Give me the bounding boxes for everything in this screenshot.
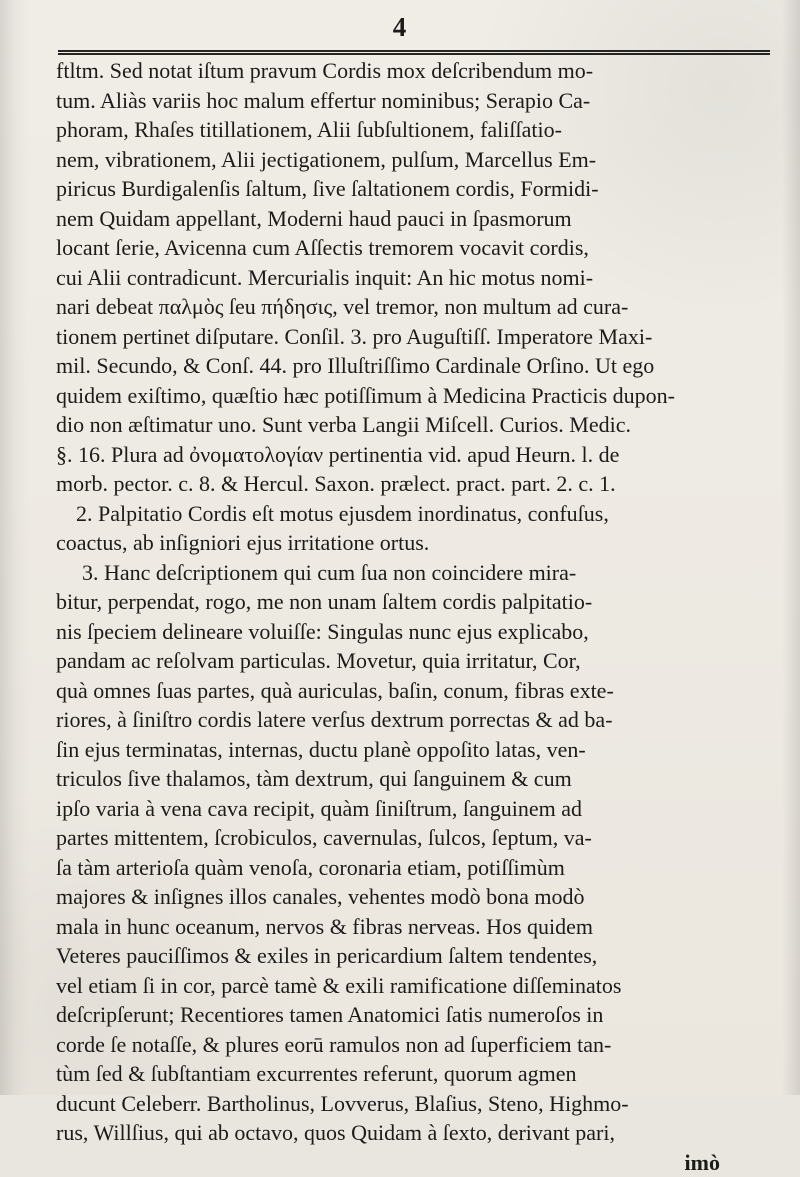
text-line-15: morb. pector. c. 8. & Hercul. Saxon. prælect. pract. part. 2. c. 1. <box>56 469 766 499</box>
text-line-3: phoram, Rhaſes titillationem, Alii ſubſultionem, faliſſatio- <box>56 115 766 145</box>
page-text-block <box>56 56 766 1177</box>
text-line-27: partes mittentem, ſcrobiculos, cavernulas, ſulcos, ſeptum, va- <box>56 823 766 853</box>
text-line-9: nari debeat παλμὸς ſeu πήδησις, vel tremor, non multum ad cura- <box>56 292 766 322</box>
text-line-2: tum. Aliàs variis hoc malum effertur nominibus; Serapio Ca- <box>56 86 766 116</box>
text-line-13: dio non æſtimatur uno. Sunt verba Langii Miſcell. Curios. Medic. <box>56 410 766 440</box>
text-line-23: riores, à ſiniſtro cordis latere verſus dextrum porrectas & ad ba- <box>56 705 766 735</box>
text-line-4: nem, vibrationem, Alii jectigationem, pulſum, Marcellus Em- <box>56 145 766 175</box>
page-number: 4 <box>0 12 800 43</box>
text-line-21: pandam ac reſolvam particulas. Movetur, quia irritatur, Cor, <box>56 646 766 676</box>
text-line-29: majores & inſignes illos canales, vehentes modò bona modò <box>56 882 766 912</box>
text-line-28: ſa tàm arterioſa quàm venoſa, coronaria etiam, potiſſimùm <box>56 853 766 883</box>
text-line-26: ipſo varia à vena cava recipit, quàm ſiniſtrum, ſanguinem ad <box>56 794 766 824</box>
text-line-25: triculos ſive thalamos, tàm dextrum, qui ſanguinem & cum <box>56 764 766 794</box>
text-line-36: ducunt Celeberr. Bartholinus, Lovverus, Blaſius, Steno, Highmo- <box>56 1089 766 1119</box>
text-line-33: deſcripſerunt; Recentiores tamen Anatomici ſatis numeroſos in <box>56 1000 766 1030</box>
text-line-18: 3. Hanc deſcriptionem qui cum ſua non coincidere mira- <box>56 558 766 588</box>
text-line-1: ftltm. Sed notat iſtum pravum Cordis mox deſcribendum mo- <box>56 56 766 86</box>
text-line-37: rus, Willſius, qui ab octavo, quos Quidam à ſexto, derivant pari, <box>56 1118 766 1148</box>
text-line-12: quidem exiſtimo, quæſtio hæc potiſſimum à Medicina Practicis dupon- <box>56 381 766 411</box>
text-line-10: tionem pertinet diſputare. Conſil. 3. pro Auguſtiſſ. Imperatore Maxi- <box>56 322 766 352</box>
text-line-7: locant ſerie, Avicenna cum Aſſectis tremorem vocavit cordis, <box>56 233 766 263</box>
text-line-6: nem Quidam appellant, Moderni haud pauci in ſpasmorum <box>56 204 766 234</box>
text-line-5: piricus Burdigalenſis ſaltum, ſive ſaltationem cordis, Formidi- <box>56 174 766 204</box>
text-line-19: bitur, perpendat, rogo, me non unam ſaltem cordis palpitatio- <box>56 587 766 617</box>
text-line-32: vel etiam ſi in cor, parcè tamè & exili ramificatione diſſeminatos <box>56 971 766 1001</box>
text-line-14: §. 16. Plura ad ὀνοματολογίαν pertinentia vid. apud Heurn. l. de <box>56 440 766 470</box>
text-line-35: tùm ſed & ſubſtantiam excurrentes referunt, quorum agmen <box>56 1059 766 1089</box>
text-line-20: nis ſpeciem delineare voluiſſe: Singulas nunc ejus explicabo, <box>56 617 766 647</box>
right-page-shadow <box>782 0 800 1095</box>
text-line-17: coactus, ab inſigniori ejus irritatione ortus. <box>56 528 766 558</box>
text-line-16: 2. Palpitatio Cordis eſt motus ejusdem inordinatus, confuſus, <box>56 499 766 529</box>
text-line-22: quà omnes ſuas partes, quà auriculas, baſin, conum, fibras exte- <box>56 676 766 706</box>
text-line-31: Veteres pauciſſimos & exiles in pericardium ſaltem tendentes, <box>56 941 766 971</box>
text-line-30: mala in hunc oceanum, nervos & fibras nerveas. Hos quidem <box>56 912 766 942</box>
text-line-34: corde ſe notaſſe, & plures eorū ramulos non ad ſuperficiem tan- <box>56 1030 766 1060</box>
catchword: imò <box>56 1148 766 1177</box>
text-line-11: mil. Secundo, & Conſ. 44. pro Illuſtriſſimo Cardinale Orſino. Ut ego <box>56 351 766 381</box>
left-page-shadow <box>0 0 30 1095</box>
text-line-24: ſin ejus terminatas, internas, ductu planè oppoſito latas, ven- <box>56 735 766 765</box>
text-line-8: cui Alii contradicunt. Mercurialis inquit: An hic motus nomi- <box>56 263 766 293</box>
top-rule <box>58 50 770 55</box>
